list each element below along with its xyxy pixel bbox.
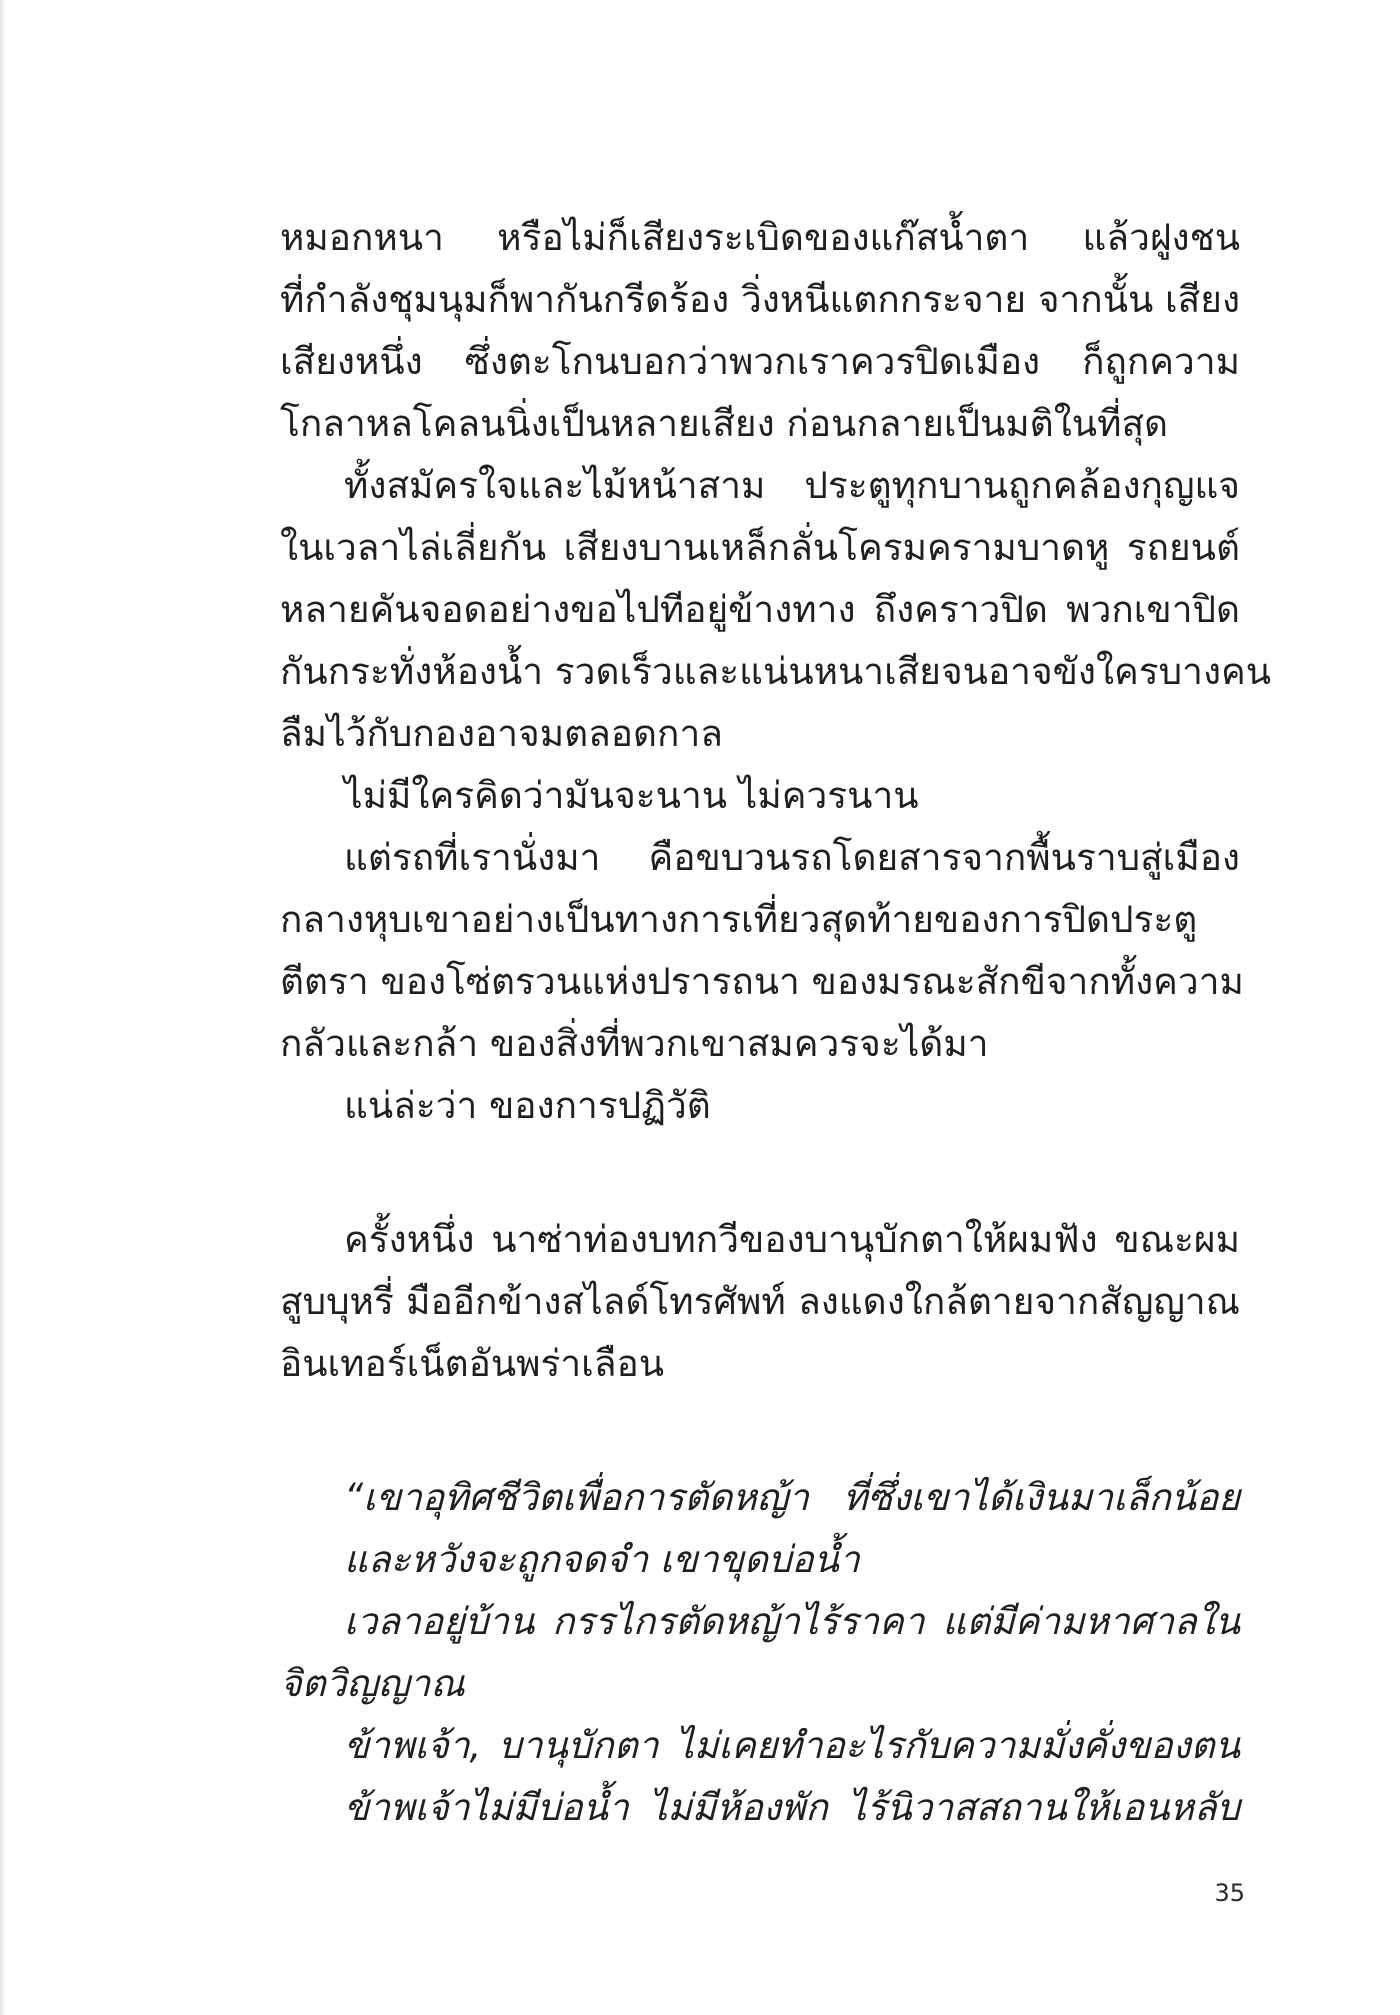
text-line-9: ลืมไว้กับกองอาจมตลอดกาล (280, 712, 723, 755)
text-line-17: สูบบุหรี่ มืออีกข้างสไลด์โทรศัพท์ ลงแดงใกล้ตายจากสัญญาณ (280, 1280, 1240, 1323)
poem-line-5: ข้าพเจ้า, บานุบักตา ไม่เคยทำอะไรกับความมั่งคั่งของตน (344, 1724, 1240, 1767)
page-number: 35 (1214, 1879, 1245, 1907)
text-line-13: ตีตรา ของโซ่ตรวนแห่งปรารถนา ของมรณะสักขีจากทั้งความ (280, 960, 1244, 1003)
text-line-11: แต่รถที่เรานั่งมา คือขบวนรถโดยสารจากพื้นราบสู่เมือง (344, 836, 1240, 879)
text-line-18: อินเทอร์เน็ตอันพร่าเลือน (280, 1342, 665, 1385)
poem-line-3: เวลาอยู่บ้าน กรรไกรตัดหญ้าไร้ราคา แต่มีค่ามหาศาลใน (344, 1600, 1240, 1643)
text-line-10: ไม่มีใครคิดว่ามันจะนาน ไม่ควรนาน (344, 774, 919, 817)
poem-line-4: จิตวิญญาณ (280, 1662, 465, 1705)
text-line-2: ที่กำลังชุมนุมก็พากันกรีดร้อง วิ่งหนีแตกกระจาย จากนั้น เสียง (280, 278, 1241, 321)
text-line-6: ในเวลาไล่เลี่ยกัน เสียงบานเหล็กลั่นโครมครามบาดหู รถยนต์ (280, 526, 1240, 569)
poem-line-1: “เขาอุทิศชีวิตเพื่อการตัดหญ้า ที่ซึ่งเขาได้เงินมาเล็กน้อย (344, 1476, 1240, 1519)
text-line-16: ครั้งหนึ่ง นาซ่าท่องบทกวีของบานุบักตาให้ผมฟัง ขณะผม (344, 1218, 1240, 1261)
text-line-15: แน่ล่ะว่า ของการปฏิวัติ (344, 1084, 711, 1127)
text-line-8: กันกระทั่งห้องน้ำ รวดเร็วและแน่นหนาเสียจนอาจขังใครบางคน (280, 650, 1272, 693)
text-line-1: หมอกหนา หรือไม่ก็เสียงระเบิดของแก๊สน้ำตา แล้วฝูงชน (280, 216, 1240, 259)
poem-line-6: ข้าพเจ้าไม่มีบ่อน้ำ ไม่มีห้องพัก ไร้นิวาสสถานให้เอนหลับ (344, 1786, 1240, 1829)
text-line-4: โกลาหลโคลนนิ่งเป็นหลายเสียง ก่อนกลายเป็นมติในที่สุด (280, 402, 1169, 445)
text-line-14: กลัวและกล้า ของสิ่งที่พวกเขาสมควรจะได้มา (280, 1022, 989, 1065)
page-edge-shadow (0, 0, 6, 2015)
text-line-5: ทั้งสมัครใจและไม้หน้าสาม ประตูทุกบานถูกคล้องกุญแจ (344, 464, 1240, 507)
poem-line-2: และหวังจะถูกจดจำ เขาขุดบ่อน้ำ (344, 1538, 860, 1581)
text-line-3: เสียงหนึ่ง ซึ่งตะโกนบอกว่าพวกเราควรปิดเมือง ก็ถูกความ (280, 340, 1240, 383)
text-line-7: หลายคันจอดอย่างขอไปทีอยู่ข้างทาง ถึงคราวปิด พวกเขาปิด (280, 588, 1240, 631)
text-line-12: กลางหุบเขาอย่างเป็นทางการเที่ยวสุดท้ายของการปิดประตู (280, 898, 1198, 941)
